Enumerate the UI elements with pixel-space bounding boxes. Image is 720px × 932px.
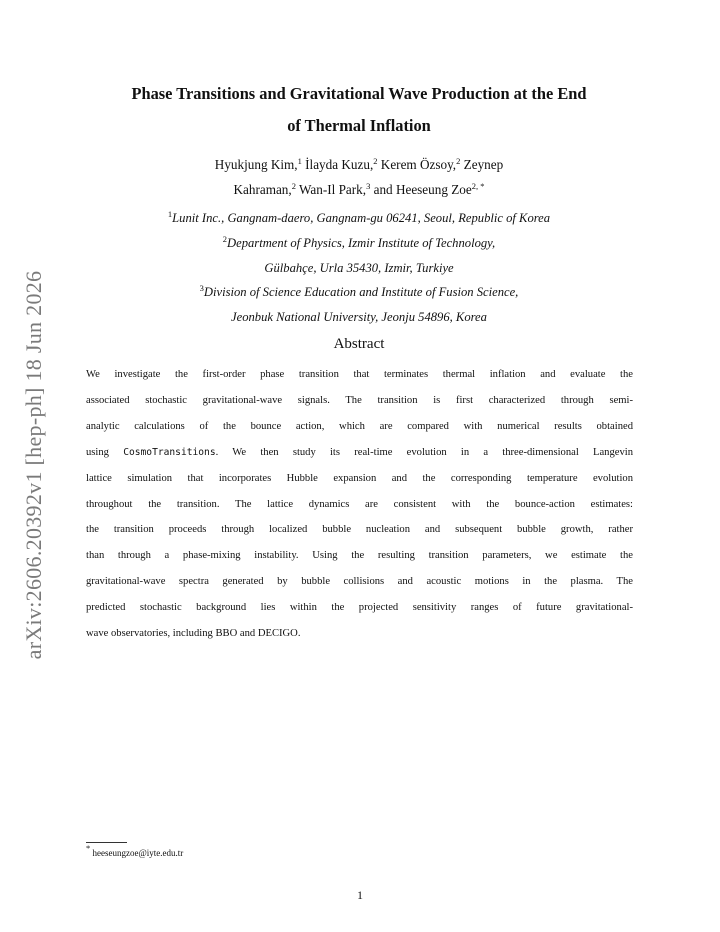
author-name: Zeynep [460,157,504,172]
affiliation-text: Lunit Inc., Gangnam-daero, Gangnam-gu 06241, Seoul, Republic of Korea [172,211,551,225]
abstract-line: associated stochastic gravitational-wave signals. The transition is first characterized through semi- [86,394,633,406]
abstract-line: throughout the transition. The lattice dynamics are consistent with the bounce-action estimates: [86,498,633,510]
affiliation-3 [80,280,638,305]
footnote-divider [86,842,127,843]
author-line-1 [100,152,618,177]
affiliation-mark: 2 [222,233,228,244]
code-package-name: CosmoTransitions [123,446,216,458]
abstract-text: using [86,446,124,458]
author-name: İlayda Kuzu, [301,157,374,172]
author-name: Kerem Özsoy, [377,157,457,172]
affiliation-text: Division of Science Education and Institute of Fusion Science, [203,285,519,300]
abstract-line: wave observatories, including BBO and DECIGO. [86,628,301,640]
abstract-line: the transition proceeds through localized bubble nucleation and subsequent bubble growth, rather [86,524,633,536]
page-number: 1 [357,888,363,902]
author-affil-mark: 2, * [471,181,485,191]
author-name: Hyukjung Kim, [214,157,298,172]
abstract-line [86,440,633,466]
footnote-marker: * [86,843,91,853]
footnote [86,843,184,858]
footnote-email: heeseungzoe@iyte.edu.tr [90,848,184,858]
abstract-text: . We then study its real-time evolution in a three-dimensional Langevin [215,446,633,458]
abstract-body [86,362,633,647]
abstract-heading: Abstract [333,336,385,352]
author-affil-mark: 2 [291,181,296,191]
author-name: Kahraman, [233,182,292,197]
affiliation-2 [80,231,638,256]
author-affil-mark: 1 [297,156,302,166]
title-line-2: of Thermal Inflation [287,116,431,135]
affiliation-mark: 1 [167,209,173,219]
affiliation-2-continued: Gülbahçe, Urla 35430, Izmir, Turkiye [264,260,454,275]
affiliation-3-continued: Jeonbuk National University, Jeonju 54896, Korea [231,310,487,325]
title-line-1: Phase Transitions and Gravitational Wave Production at the End [131,84,587,103]
abstract-line: predicted stochastic background lies within the projected sensitivity ranges of future gravitational- [86,602,633,614]
paper-title [80,78,638,142]
author-name: Wan-Il Park, [295,182,367,197]
affiliation-1 [80,206,638,231]
author-affil-mark: 2 [456,156,461,166]
author-line-2 [100,177,618,202]
affiliation-text: Department of Physics, Izmir Institute of Technology, [227,235,496,250]
arxiv-identifier-stamp: arXiv:2606.20392v1 [hep-ph] 18 Jun 2026 [21,270,46,660]
affiliation-mark: 3 [199,283,204,294]
author-list [100,152,618,202]
abstract-line: We investigate the first-order phase transition that terminates thermal inflation and evaluate the [86,369,633,380]
author-name: and Heeseung Zoe [370,182,472,197]
affiliations [80,206,638,330]
abstract-line: analytic calculations of the bounce action, which are compared with numerical results obtained [86,420,633,432]
author-affil-mark: 2 [373,156,378,166]
abstract-line: lattice simulation that incorporates Hubble expansion and the corresponding temperature evolution [86,472,633,484]
author-affil-mark: 3 [366,181,371,191]
abstract-line: gravitational-wave spectra generated by bubble collisions and acoustic motions in the plasma. The [86,576,633,588]
abstract-line: than through a phase-mixing instability. Using the resulting transition parameters, we estimate the [86,550,633,562]
